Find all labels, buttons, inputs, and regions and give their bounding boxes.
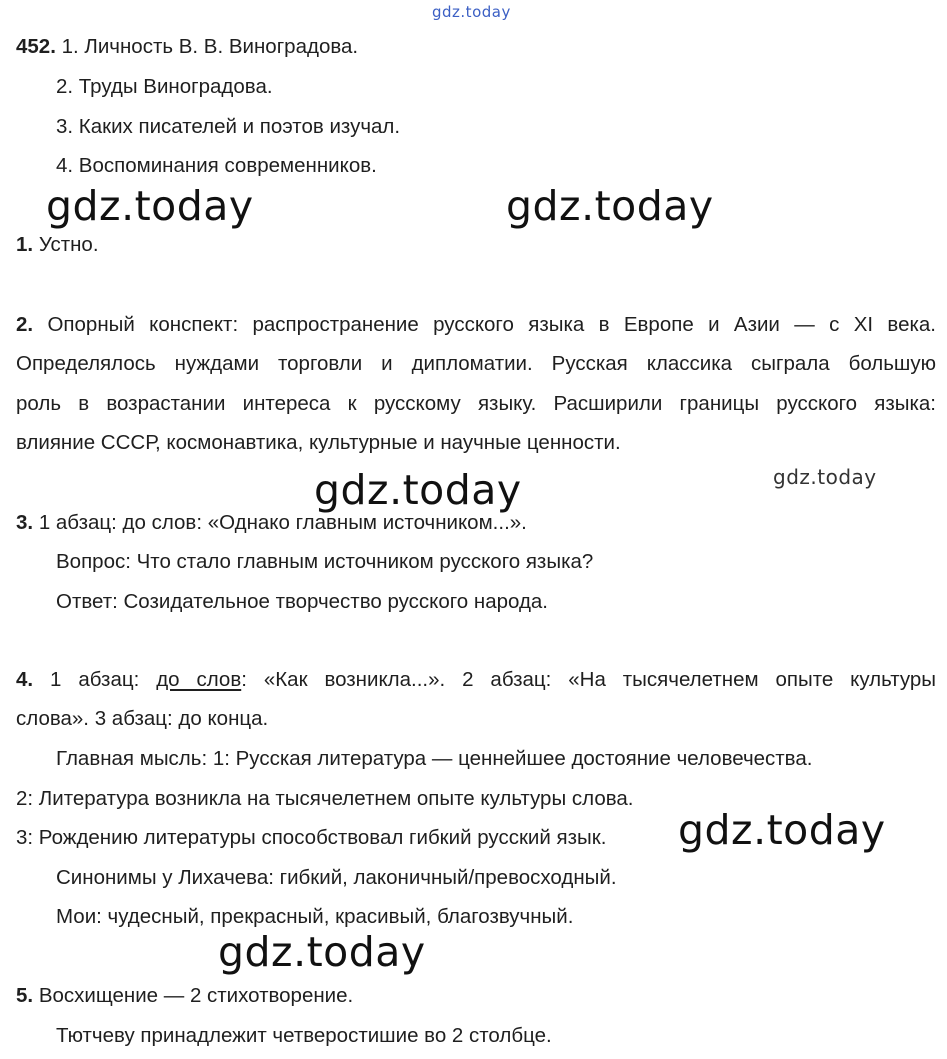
exercise-4-underlined: до слов [156,668,242,691]
exercise-2-line-4: влияние СССР, космонавтика, культурные и научные ценности. [16,431,621,454]
task-452-item-4: 4. Воспоминания современников. [56,154,377,177]
exercise-4-main-idea: Главная мысль: 1: Русская литература — ценнейшее достояние человечества. [56,747,813,770]
watermark-center: gdz.today [314,466,522,514]
exercise-3-line-1 [16,509,527,537]
exercise-4-line-2: слова». 3 абзац: до конца. [16,707,269,730]
exercise-3-answer: Ответ: Созидательное творчество русского народа. [56,590,548,613]
exercise-4-point-3: 3: Рождению литературы способствовал гибкий русский язык. [16,826,607,849]
exercise-2-line-3: роль в возрастании интереса к русскому языку. Расширили границы русского языка: [16,392,936,415]
exercise-4-text-a: 1 абзац: [50,668,140,691]
exercise-number: 4. [16,668,34,691]
exercise-4-point-2: 2: Литература возникла на тысячелетнем опыте культуры слова. [16,787,634,810]
watermark-lower-right: gdz.today [678,806,886,854]
exercise-number: 3. [16,511,34,534]
exercise-2-line-2: Определялось нуждами торговли и дипломатии. Русская классика сыграла большую [16,352,936,375]
exercise-3-question: Вопрос: Что стало главным источником русского языка? [56,550,594,573]
task-452-item-text: 1. Личность В. В. Виноградова. [61,35,359,58]
watermark-top: gdz.today [432,3,511,21]
watermark-left: gdz.today [46,182,254,230]
exercise-1-text: Устно. [38,233,99,256]
exercise-5-text: Восхищение — 2 стихотворение. [38,984,354,1007]
watermark-small-right: gdz.today [773,465,877,489]
watermark-bottom: gdz.today [218,928,426,976]
task-number: 452. [16,35,56,58]
exercise-1 [16,231,99,259]
exercise-number: 1. [16,233,34,256]
exercise-2-line-1 [16,311,936,339]
exercise-number: 2. [16,313,34,336]
task-452-item-3: 3. Каких писателей и поэтов изучал. [56,115,401,138]
exercise-4-line-1 [16,666,936,694]
exercise-2-text: Опорный конспект: распространение русского языка в Европе и Азии — с XI века. [47,313,936,336]
task-452-item-2: 2. Труды Виноградова. [56,75,273,98]
exercise-3-text: 1 абзац: до слов: «Однако главным источником...». [38,511,527,534]
watermark-right: gdz.today [506,182,714,230]
exercise-number: 5. [16,984,34,1007]
exercise-4-text-b: : «Как возникла...». 2 абзац: «На тысячелетнем опыте культуры [241,668,936,691]
exercise-5-line-2: Тютчеву принадлежит четверостишие во 2 столбце. [56,1024,552,1047]
exercise-4-mine: Мои: чудесный, прекрасный, красивый, благозвучный. [56,905,574,928]
task-452-item-1 [16,33,358,61]
exercise-5-line-1 [16,982,353,1010]
exercise-4-synonyms: Синонимы у Лихачева: гибкий, лаконичный/превосходный. [56,866,617,889]
